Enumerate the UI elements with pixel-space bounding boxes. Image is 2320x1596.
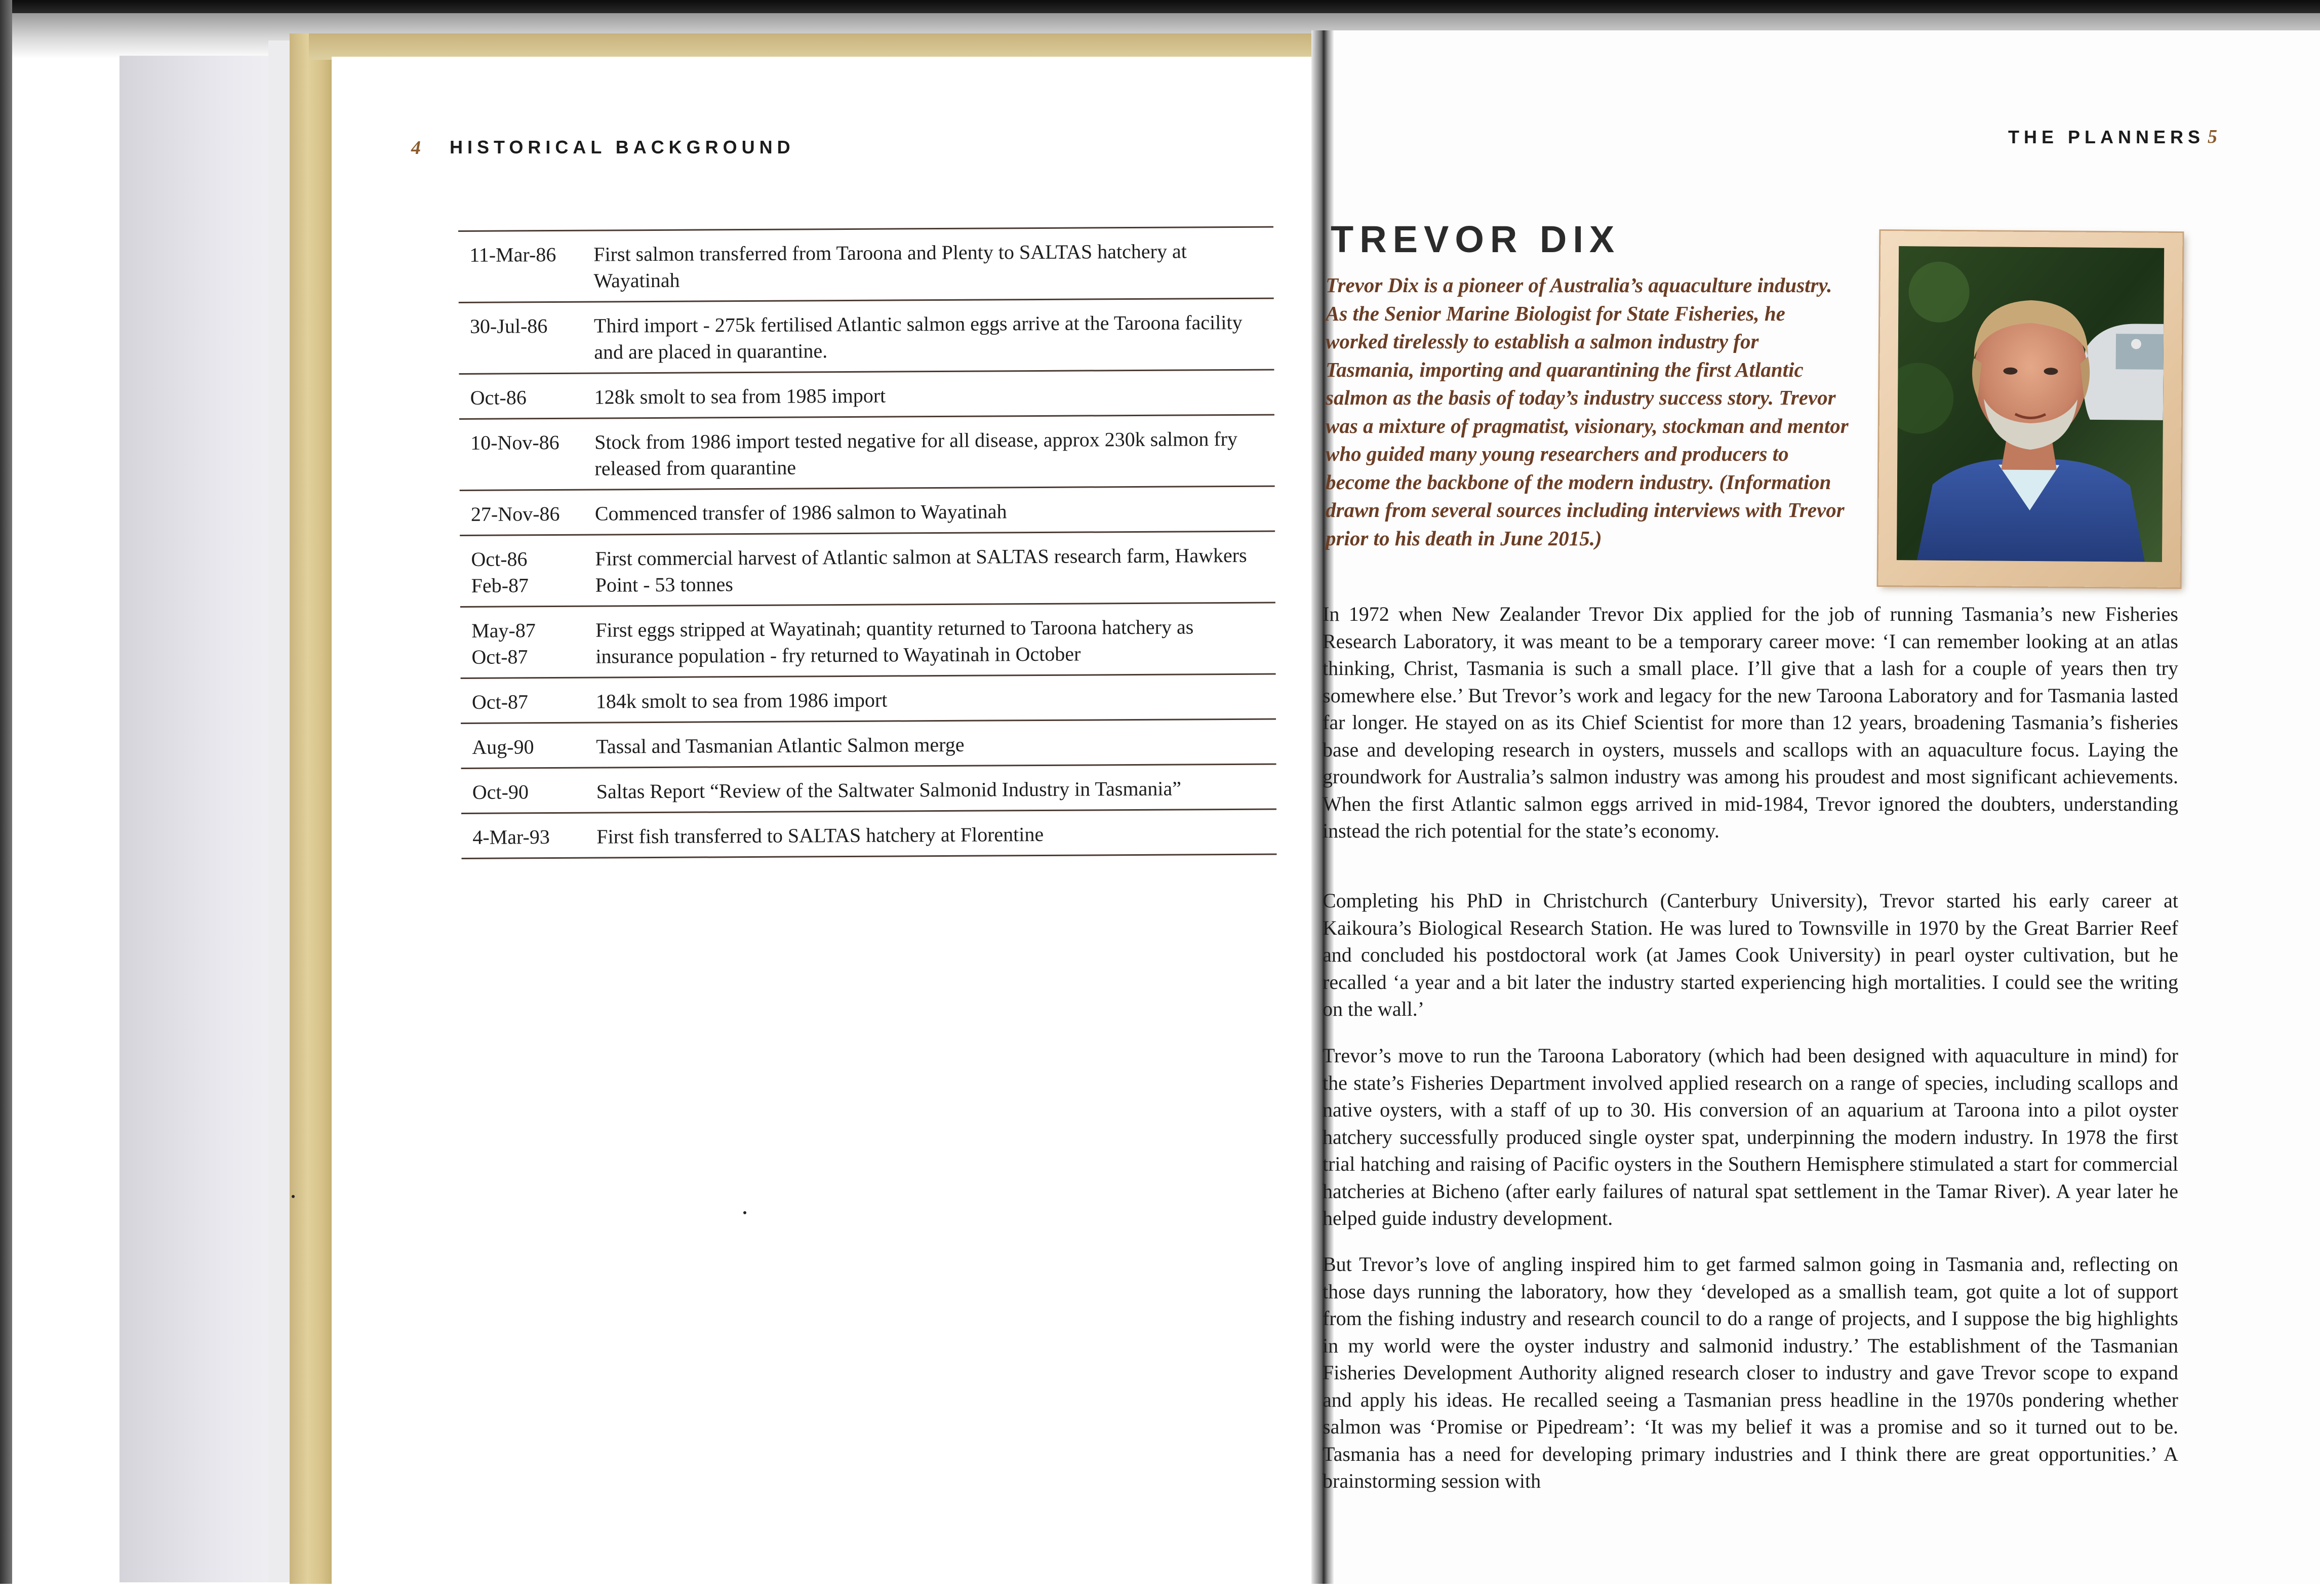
underlying-page-edge [119,56,292,1582]
body-paragraph: Trevor’s move to run the Taroona Laboratory (which had been designed with aquaculture in mind) for the state’s Fisheries Department involved applied research on a range of species, including scallops and native oysters, with a staff of up to 30. His conversion of an aquarium at Taroona into a pilot oyster hatchery successfully produced single oyster spat, underpinning the modern industry. In 1978 the first trial hatching and raising of Pacific oysters in the Southern Hemisphere stimulated a start for commercial hatcheries at Bicheno (after early failures of natural spat settlement in the Tamar River). A year later he helped guide industry development. [1323,1044,2178,1229]
timeline-event: First eggs stripped at Wayatinah; quantity returned to Taroona hatchery as insurance population - fry returned to Wayatinah in October [595,615,1194,668]
timeline-event: Commenced transfer of 1986 salmon to Wayatinah [594,500,1007,525]
body-paragraph: In 1972 when New Zealander Trevor Dix applied for the job of running Tasmania’s new Fisheries Research Laboratory, it was meant to be a temporary career move: ‘I can remember looking at an atlas thinking, Christ, Tasmania is such a small place. I’ll give that a lash for a couple of years then try somewhere else.’ But Trevor’s work and legacy for the new Taroona Laboratory and for Tasmania lasted far longer. He stayed on as its Chief Scientist for more than 12 years, broadening Tasmania’s fisheries base and developing research in oysters, mussels and scallops with an aquaculture focus. Laying the groundwork for Australia’s salmon industry was among his proudest and most significant achievements. When the first Atlantic salmon eggs arrived in mid-1984, Trevor ignored the doubters, understanding instead the rich potential for the state’s economy. [1323,603,2178,842]
table-row [460,602,1276,677]
timeline-date: May-87 Oct-87 [471,619,536,668]
timeline-date: 10-Nov-86 [470,430,559,454]
book-top-edge [309,33,1327,60]
portrait-illustration [1897,246,2164,562]
table-row [459,369,1274,418]
book-page-edges [290,33,335,1589]
timeline-date: Oct-86 Feb-87 [471,547,529,597]
table-row [460,531,1275,606]
portrait-frame [1878,231,2183,587]
article-title: TREVOR DIX [1331,218,1621,260]
timeline-date: 30-Jul-86 [469,314,548,338]
scanner-bottom-margin [0,1584,2320,1596]
timeline-date: 27-Nov-86 [470,502,560,526]
timeline-event: Third import - 275k fertilised Atlantic salmon eggs arrive at the Taroona facility and are placed in quarantine. [593,310,1243,364]
timeline-event: Stock from 1986 import tested negative for all disease, approx 230k salmon fry released from quarantine [594,427,1238,480]
timeline-date: Aug-90 [472,735,534,759]
right-running-head: THE PLANNERS [2008,127,2205,147]
timeline-event: Tassal and Tasmanian Atlantic Salmon merge [596,733,965,758]
table-row [461,809,1276,859]
table-row [461,719,1276,768]
timeline-date: Oct-90 [472,780,529,804]
body-paragraph: But Trevor’s love of angling inspired him to get farmed salmon going in Tasmania and, reflecting on those days running the laboratory, how they ‘developed as a smallish team, got quite a lot of support from the fishing industry and research council to do a range of projects, and I suppose the big highlights in my world were the oyster industry and salmonid industry.’ The establishment of the Tasmanian Fisheries Development Authority aligned research closer to industry and gave Trevor scope to expand and apply his ideas. He recalled seeing a Tasmanian press headline in the 1970s pondering whether salmon was ‘Promise or Pipedream’: ‘It was my belief it was a promise and so it turned out to be. Tasmania has a need for developing primary industries and I think there are great opportunities.’ A brainstorming session with [1323,1253,2178,1492]
timeline-event: First salmon transferred from Taroona and Plenty to SALTAS hatchery at Wayatinah [593,240,1187,292]
scan-speck [292,1195,295,1198]
left-page-number: 4 [411,137,421,158]
timeline-date: 4-Mar-93 [472,825,550,849]
timeline-event: 184k smolt to sea from 1986 import [595,688,888,713]
portrait-photo [1897,246,2164,562]
timeline-event: 128k smolt to sea from 1985 import [594,384,886,409]
timeline-date: 11-Mar-86 [469,243,556,266]
scan-speck [743,1211,746,1214]
body-paragraph: Completing his PhD in Christchurch (Canterbury University), Trevor started his early career at Kaikoura’s Biological Research Station. He was lured to Townsville in 1970 by the Great Barrier Reef and concluded his postdoctoral work (at James Cook University) in pearl oyster cultivation, but he recalled ‘a year and a bit later the industry started experiencing high mortalities. I could see the writing on the wall.’ [1323,889,2178,1020]
timeline-table [458,226,1276,859]
left-running-head: HISTORICAL BACKGROUND [450,137,795,157]
scanner-shadow-top [0,0,2320,13]
timeline-date: Oct-86 [470,386,527,409]
table-row [461,764,1276,813]
table-row [460,486,1275,535]
timeline-event: Saltas Report “Review of the Saltwater Salmonid Industry in Tasmania” [596,777,1182,803]
article-intro: Trevor Dix is a pioneer of Australia’s aquaculture industry. As the Senior Marine Biologist for State Fisheries, he worked tirelessly to establish a salmon industry for Tasmania, importing and quarantining the first Atlantic salmon as the basis of today’s industry success story. Trevor was a mixture of pragmatist, visionary, stockman and mentor who guided many young researchers and producers to become the backbone of the modern industry. (Information drawn from several sources including interviews with Trevor prior to his death in June 2015.) [1326,273,1849,550]
timeline-date: Oct-87 [471,690,529,713]
table-row [461,673,1276,723]
table-row [459,414,1275,490]
timeline-event: First commercial harvest of Atlantic salmon at SALTAS research farm, Hawkers Point - 53 tonnes [595,543,1247,596]
table-row [459,298,1274,373]
scanner-shadow-left [0,0,12,1596]
right-page-number: 5 [2208,126,2217,147]
table-row [458,226,1274,302]
timeline-event: First fish transferred to SALTAS hatchery at Florentine [596,822,1044,848]
